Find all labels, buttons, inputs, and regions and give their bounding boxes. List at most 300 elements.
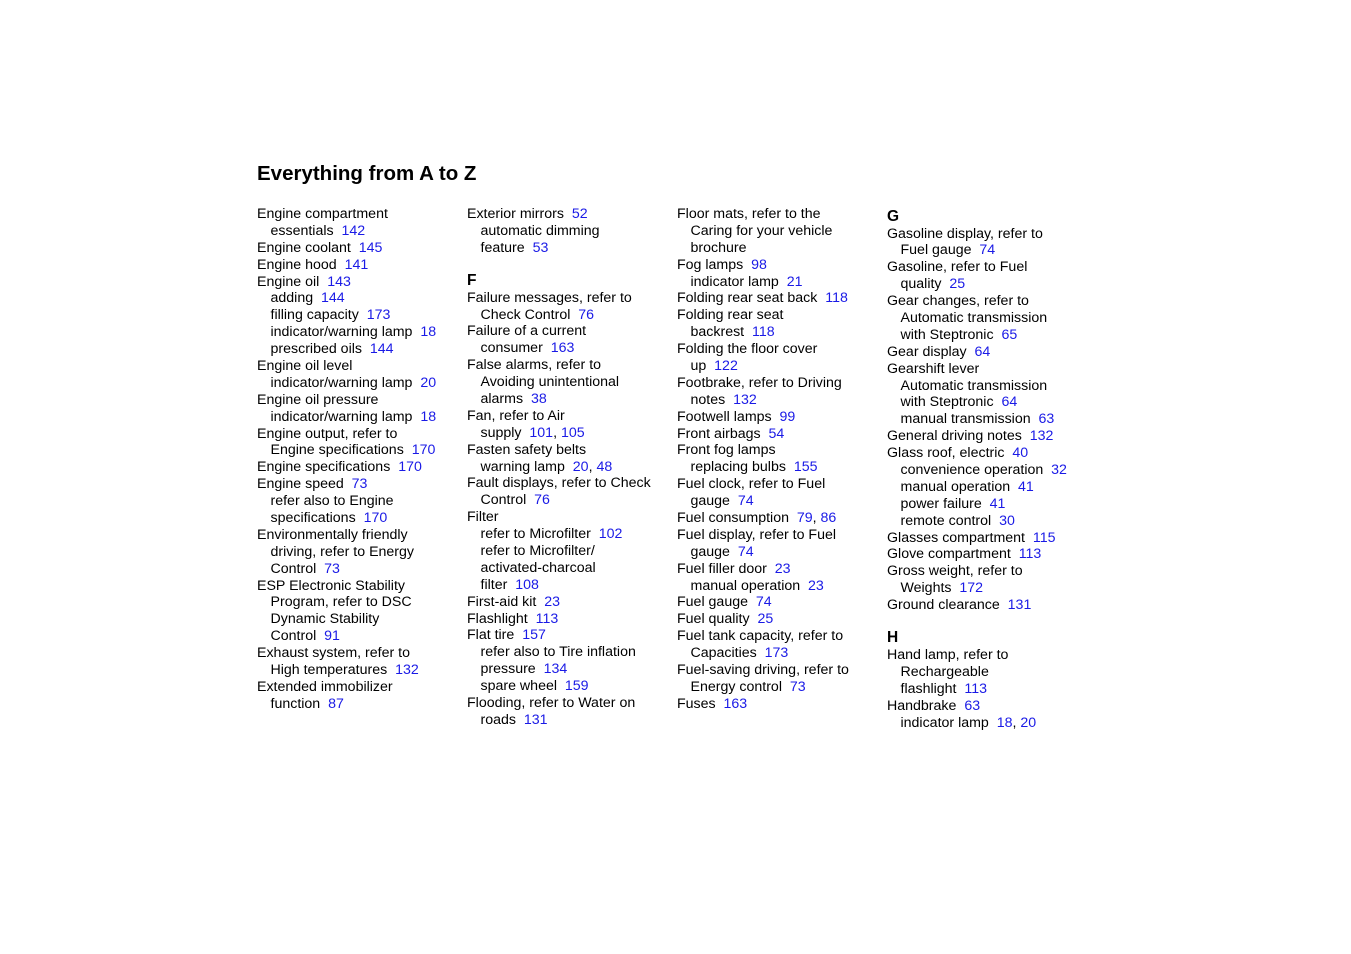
page-link[interactable]: 76 — [578, 306, 595, 323]
index-entry — [257, 527, 462, 544]
entry-text: Ground clearance — [887, 597, 1000, 614]
page-link[interactable]: 144 — [321, 290, 345, 307]
entry-text: automatic dimming — [480, 222, 600, 239]
index-subentry — [467, 661, 672, 678]
entry-text: Front fog lamps — [677, 442, 776, 459]
index-subentry — [467, 240, 672, 257]
page-link[interactable]: 173 — [764, 645, 789, 662]
page-link[interactable]: 144 — [369, 341, 394, 358]
page-link[interactable]: 145 — [358, 239, 383, 256]
entry-text: Flat tire — [467, 627, 515, 644]
entry-text: Caring for your vehicle — [690, 222, 833, 239]
page-link[interactable]: 21 — [786, 273, 803, 290]
index-column-3 — [677, 206, 882, 713]
index-column-2 — [467, 206, 672, 729]
page-link[interactable]: 132 — [733, 391, 757, 408]
index-subentry — [467, 712, 672, 729]
index-entry — [257, 274, 462, 291]
entry-text: Gasoline display, refer to — [887, 225, 1043, 242]
entry-text: Fuel clock, refer to Fuel — [677, 476, 826, 493]
entry-text: Flashlight — [467, 610, 528, 627]
page-link[interactable]: 98 — [751, 256, 767, 273]
entry-text: backrest — [690, 324, 745, 341]
index-entry — [257, 240, 462, 257]
entry-text: Glasses compartment — [887, 529, 1025, 546]
page-link[interactable]: 32 — [1051, 461, 1067, 478]
entry-text: pressure — [480, 661, 536, 678]
entry-text: Control — [480, 492, 527, 509]
page-link[interactable]: 20 — [572, 458, 589, 475]
entry-text: consumer — [480, 340, 543, 357]
entry-text: Fuel gauge — [677, 594, 748, 611]
index-subentry — [467, 644, 672, 661]
entry-text: Capacities — [690, 645, 757, 662]
entry-text: refer also to Tire inflation — [480, 644, 636, 661]
index-entry — [887, 293, 1092, 310]
index-subentry — [887, 276, 1092, 293]
page-link[interactable]: 108 — [515, 576, 539, 593]
page-title: Everything from A to Z — [257, 162, 477, 185]
index-entry — [677, 426, 882, 443]
page-link[interactable]: 63 — [964, 697, 981, 714]
page-link[interactable]: 64 — [974, 343, 991, 360]
entry-text: spare wheel — [480, 678, 558, 695]
entry-text: alarms — [480, 391, 524, 408]
index-entry — [887, 344, 1092, 361]
page-link[interactable]: 63 — [1038, 411, 1055, 428]
page-link[interactable]: 25 — [949, 276, 966, 293]
page-link[interactable]: 65 — [1001, 326, 1018, 343]
page-link[interactable]: 118 — [825, 290, 848, 307]
page-link[interactable]: 40 — [1012, 445, 1029, 462]
index-subentry — [257, 561, 462, 578]
index-subentry — [467, 492, 672, 509]
page-link[interactable]: 157 — [522, 627, 546, 644]
entry-text: Engine specifications — [257, 459, 391, 476]
entry-text: notes — [690, 391, 726, 408]
page-link[interactable]: 132 — [1029, 428, 1054, 445]
page-link[interactable]: 131 — [523, 711, 548, 728]
page-link[interactable]: 141 — [344, 256, 369, 273]
entry-text: Front airbags — [677, 425, 761, 442]
entry-text: remote control — [900, 512, 992, 529]
index-letter-heading: H — [887, 629, 899, 647]
index-subentry — [257, 628, 462, 645]
entry-text: indicator/warning lamp — [270, 374, 413, 391]
page-link[interactable]: 134 — [543, 661, 568, 678]
entry-text: refer also to Engine — [270, 493, 394, 510]
page-link[interactable]: 86 — [820, 510, 837, 527]
index-column-4 — [887, 206, 1092, 731]
entry-text: Fault displays, refer to Check — [467, 475, 651, 492]
page-link[interactable]: 74 — [737, 543, 754, 560]
index-entry: Fuel consumption 79, 86 — [677, 510, 837, 527]
index-subentry — [887, 327, 1092, 344]
page-link[interactable]: 159 — [564, 678, 589, 695]
entry-text: Fuses — [677, 695, 716, 712]
index-subentry — [257, 544, 462, 561]
page-link[interactable]: 73 — [324, 560, 340, 577]
index-entry — [467, 357, 672, 374]
entry-text: Automatic transmission — [900, 309, 1048, 326]
page-link[interactable]: 73 — [351, 476, 368, 493]
page-link[interactable]: 18 — [996, 714, 1013, 731]
page-link[interactable]: 122 — [714, 358, 738, 375]
index-entry — [467, 627, 672, 644]
entry-text: Gasoline, refer to Fuel — [887, 259, 1028, 276]
entry-text: Dynamic Stability — [270, 611, 380, 628]
index-subentry — [677, 679, 882, 696]
entry-text: adding — [270, 290, 314, 307]
index-subentry — [677, 459, 882, 476]
entry-text: activated-charcoal — [480, 559, 596, 576]
entry-text: Control — [270, 628, 317, 645]
index-subentry — [887, 664, 1092, 681]
page-link[interactable]: 115 — [1032, 529, 1056, 546]
entry-text: Failure of a current — [467, 323, 587, 340]
page-link[interactable]: 74 — [979, 242, 996, 259]
entry-text: supply — [480, 424, 522, 441]
index-subentry — [467, 374, 672, 391]
page-link[interactable]: 101 — [529, 424, 554, 441]
index-subentry — [467, 543, 672, 560]
page-link[interactable]: 163 — [723, 695, 748, 712]
page-link[interactable]: 74 — [737, 493, 754, 510]
index-entry — [467, 695, 672, 712]
index-entry — [467, 611, 672, 628]
entry-text: Engine output, refer to — [257, 425, 398, 442]
entry-text: Engine specifications — [270, 442, 404, 459]
entry-text: filter — [480, 576, 508, 593]
index-entry — [677, 476, 882, 493]
index-subentry — [677, 223, 882, 240]
page-link[interactable]: 20 — [1020, 714, 1037, 731]
index-subentry — [887, 580, 1092, 597]
index-subentry — [467, 560, 672, 577]
page-link[interactable]: 38 — [530, 391, 547, 408]
page-link[interactable]: 52 — [571, 206, 588, 222]
index-entry — [887, 428, 1092, 445]
index-entry — [887, 597, 1092, 614]
index-entry — [257, 578, 462, 595]
index-entry — [467, 594, 672, 611]
page-link[interactable]: 142 — [341, 222, 366, 239]
page-link[interactable]: 113 — [535, 610, 559, 627]
entry-text: Flooding, refer to Water on — [467, 695, 636, 712]
entry-text: Avoiding unintentional — [480, 374, 620, 391]
entry-text: Engine oil — [257, 273, 320, 290]
entry-text: refer to Microfilter — [480, 526, 591, 543]
index-subentry — [887, 411, 1092, 428]
index-entry — [887, 361, 1092, 378]
page-link[interactable]: 105 — [560, 424, 585, 441]
entry-text: Footwell lamps — [677, 408, 772, 425]
index-entry — [887, 546, 1092, 563]
page-link[interactable]: 18 — [420, 408, 437, 425]
index-entry — [677, 696, 882, 713]
index-subentry — [257, 375, 462, 392]
entry-text: Fuel filler door — [677, 560, 767, 577]
page-link[interactable]: 170 — [398, 459, 422, 476]
entry-text: Glove compartment — [887, 546, 1011, 563]
index-entry — [677, 257, 882, 274]
index-entry — [257, 679, 462, 696]
entry-text: Fuel display, refer to Fuel — [677, 526, 837, 543]
index-subentry — [467, 678, 672, 695]
entry-text: Automatic transmission — [900, 377, 1048, 394]
entry-text: Fuel consumption — [677, 510, 789, 527]
index-entry — [677, 206, 882, 223]
entry-text: Extended immobilizer — [257, 678, 393, 695]
entry-text: Fuel tank capacity, refer to — [677, 628, 844, 645]
page-link[interactable]: 173 — [366, 307, 391, 324]
entry-text: Engine speed — [257, 476, 344, 493]
entry-text: with Steptronic — [900, 326, 994, 343]
entry-text: manual transmission — [900, 411, 1031, 428]
entry-text: brochure — [690, 239, 747, 256]
index-subentry — [887, 310, 1092, 327]
index-subentry — [467, 340, 672, 357]
entry-text: Gear display — [887, 343, 967, 360]
index-entry — [257, 459, 462, 476]
entry-text: Failure messages, refer to — [467, 289, 632, 306]
index-entry — [887, 647, 1092, 664]
page-link[interactable]: 163 — [550, 340, 575, 357]
index-entry — [257, 257, 462, 274]
index-subentry — [887, 242, 1092, 259]
index-entry — [677, 341, 882, 358]
page-link[interactable]: 30 — [999, 512, 1015, 529]
index-subentry — [257, 611, 462, 628]
entry-text: Engine hood — [257, 256, 337, 273]
page-link[interactable]: 131 — [1007, 597, 1032, 614]
page-link[interactable]: 18 — [420, 324, 437, 341]
page-link[interactable]: 113 — [1018, 546, 1042, 563]
index-subentry — [677, 358, 882, 375]
index-entry — [887, 698, 1092, 715]
index-subentry — [887, 462, 1092, 479]
page-link[interactable]: 170 — [411, 442, 436, 459]
page-link[interactable]: 132 — [395, 662, 419, 679]
entry-text: indicator lamp — [690, 273, 779, 290]
index-subentry — [887, 378, 1092, 395]
index-subentry: indicator lamp 18, 20 — [900, 714, 1037, 731]
index-entry — [887, 563, 1092, 580]
index-subentry — [467, 223, 672, 240]
index-entry — [257, 476, 462, 493]
entry-text: gauge — [690, 543, 730, 560]
entry-text: High temperatures — [270, 662, 388, 679]
entry-text: Gearshift lever — [887, 360, 980, 377]
entry-text: Check Control — [480, 306, 571, 323]
page-link[interactable]: 143 — [327, 273, 351, 290]
index-entry — [467, 442, 672, 459]
entry-text: refer to Microfilter/ — [480, 543, 595, 560]
index-entry — [257, 645, 462, 662]
entry-text: up — [690, 358, 707, 375]
entry-text: Folding rear seat — [677, 307, 784, 324]
page-link[interactable]: 170 — [363, 510, 388, 527]
entry-text: roads — [480, 711, 516, 728]
page-link[interactable]: 73 — [789, 678, 806, 695]
index-letter-heading: F — [467, 272, 477, 290]
entry-text: Footbrake, refer to Driving — [677, 374, 842, 391]
index-subentry — [467, 577, 672, 594]
entry-text: Folding the floor cover — [677, 341, 818, 358]
index-subentry — [257, 223, 462, 240]
index-subentry — [257, 307, 462, 324]
index-subentry — [257, 662, 462, 679]
page-link[interactable]: 54 — [768, 425, 785, 442]
entry-text: driving, refer to Energy — [270, 543, 415, 560]
entry-text: General driving notes — [887, 428, 1022, 445]
index-entry — [467, 408, 672, 425]
entry-text: feature — [480, 239, 525, 256]
index-subentry — [677, 324, 882, 341]
page-link[interactable]: 23 — [808, 577, 824, 594]
index-subentry: warning lamp 20, 48 — [480, 458, 613, 475]
entry-text: Exterior mirrors — [467, 206, 564, 222]
page-link[interactable]: 99 — [779, 408, 796, 425]
index-entry — [677, 594, 882, 611]
entry-text: Fan, refer to Air — [467, 407, 565, 424]
index-subentry — [677, 578, 882, 595]
entry-text: convenience operation — [900, 461, 1044, 478]
index-subentry — [887, 479, 1092, 496]
index-entry — [677, 527, 882, 544]
page-link[interactable]: 172 — [959, 580, 984, 597]
entry-text: Floor mats, refer to the — [677, 206, 821, 222]
index-entry — [257, 206, 462, 223]
index-entry — [467, 206, 672, 223]
entry-text: Fuel gauge — [900, 242, 972, 259]
entry-text: Weights — [900, 580, 952, 597]
entry-text: Fog lamps — [677, 256, 744, 273]
entry-text: manual operation — [690, 577, 801, 594]
entry-text: Engine oil pressure — [257, 391, 379, 408]
entry-text: Rechargeable — [900, 663, 989, 680]
page-link[interactable]: 76 — [534, 492, 550, 509]
index-subentry — [677, 240, 882, 257]
entry-text: Filter — [467, 509, 499, 526]
page-link[interactable]: 41 — [1018, 478, 1034, 495]
entry-text: prescribed oils — [270, 341, 362, 358]
index-subentry — [677, 645, 882, 662]
page-link[interactable]: 102 — [598, 526, 623, 543]
index-entry — [887, 530, 1092, 547]
entry-text: Program, refer to DSC — [270, 594, 412, 611]
entry-text: indicator lamp — [900, 714, 989, 731]
entry-text: indicator/warning lamp — [270, 408, 413, 425]
entry-text: Engine compartment — [257, 206, 388, 222]
page-link[interactable]: 25 — [757, 611, 774, 628]
entry-text: Energy control — [690, 678, 782, 695]
index-subentry — [257, 696, 462, 713]
entry-text: Gross weight, refer to — [887, 563, 1023, 580]
page-link[interactable]: 53 — [532, 239, 549, 256]
entry-text: Hand lamp, refer to — [887, 646, 1009, 663]
index-entry — [887, 226, 1092, 243]
index-entry — [677, 561, 882, 578]
entry-text: Fasten safety belts — [467, 441, 587, 458]
entry-text: Environmentally friendly — [257, 526, 408, 543]
index-entry — [677, 307, 882, 324]
index-column-1 — [257, 206, 462, 713]
index-entry — [677, 611, 882, 628]
entry-text: specifications — [270, 510, 356, 527]
index-entry — [677, 628, 882, 645]
index-entry — [677, 290, 882, 307]
index-subentry — [257, 290, 462, 307]
page-link[interactable]: 64 — [1001, 394, 1018, 411]
page-link[interactable]: 155 — [793, 459, 818, 476]
entry-text: flashlight — [900, 680, 957, 697]
page-link[interactable]: 20 — [420, 374, 437, 391]
entry-text: Control — [270, 560, 317, 577]
index-entry — [467, 290, 672, 307]
index-entry — [677, 442, 882, 459]
index-entry — [257, 426, 462, 443]
index-subentry — [677, 544, 882, 561]
index-entry — [257, 392, 462, 409]
index-subentry — [257, 442, 462, 459]
index-entry — [467, 475, 672, 492]
entry-text: with Steptronic — [900, 394, 994, 411]
entry-text: Engine coolant — [257, 239, 351, 256]
entry-text: filling capacity — [270, 307, 359, 324]
index-entry — [887, 445, 1092, 462]
index-subentry — [887, 394, 1092, 411]
page-link[interactable]: 23 — [774, 560, 791, 577]
index-entry — [467, 323, 672, 340]
entry-text: Glass roof, electric — [887, 445, 1005, 462]
index-subentry — [467, 391, 672, 408]
index-entry — [677, 662, 882, 679]
page-link[interactable]: 113 — [964, 680, 988, 697]
page-link[interactable]: 48 — [596, 458, 613, 475]
index-subentry — [257, 594, 462, 611]
entry-text: indicator/warning lamp — [270, 324, 413, 341]
index-subentry — [467, 307, 672, 324]
page-link[interactable]: 79 — [796, 510, 813, 527]
index-subentry — [887, 513, 1092, 530]
entry-text: Engine oil level — [257, 358, 353, 375]
index-subentry — [467, 526, 672, 543]
page-link[interactable]: 74 — [755, 594, 772, 611]
index-subentry: supply 101, 105 — [480, 424, 585, 441]
index-subentry — [257, 493, 462, 510]
page-link[interactable]: 91 — [324, 628, 340, 645]
page-link[interactable]: 87 — [328, 695, 344, 712]
index-entry — [677, 375, 882, 392]
page-link[interactable]: 41 — [989, 495, 1006, 512]
index-entry — [467, 509, 672, 526]
entry-text: replacing bulbs — [690, 459, 786, 476]
page-link[interactable]: 23 — [544, 593, 561, 610]
entry-text: manual operation — [900, 478, 1011, 495]
entry-text: function — [270, 695, 321, 712]
index-entry — [887, 259, 1092, 276]
index-subentry — [887, 496, 1092, 513]
entry-text: Exhaust system, refer to — [257, 645, 410, 662]
index-entry — [257, 358, 462, 375]
index-entry — [677, 409, 882, 426]
entry-text: False alarms, refer to — [467, 357, 602, 374]
entry-text: Gear changes, refer to — [887, 293, 1029, 310]
index-subentry — [257, 341, 462, 358]
entry-text: ESP Electronic Stability — [257, 577, 405, 594]
page-link[interactable]: 118 — [752, 324, 775, 341]
